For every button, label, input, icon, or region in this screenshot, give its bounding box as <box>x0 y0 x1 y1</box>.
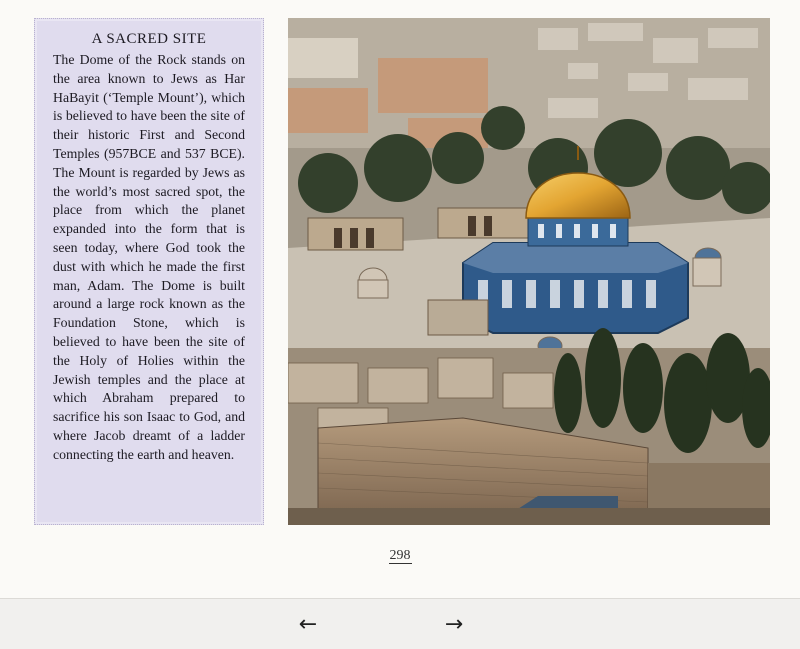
next-page-button[interactable] <box>436 609 472 639</box>
previous-page-button[interactable] <box>290 609 326 639</box>
sacred-site-sidebar <box>34 18 264 525</box>
previous-page-bleed <box>0 0 800 8</box>
sidebar-title: A SACRED SITE <box>91 31 207 47</box>
dome-of-the-rock-illustration <box>288 18 770 525</box>
page-number <box>0 548 800 564</box>
page-number-label: 298 <box>389 548 411 563</box>
arrow-right-icon: → <box>444 611 464 637</box>
sidebar-body-text: The Dome of the Rock stands on the area known to Jews as Har HaBayit (‘Temple Mount’), which is believed to have been the site of their historic First and Second Temples (957BCE and 537 BCE). The Mount is regarded by Jews as the world’s most sacred spot, the place from which the planet expanded into the form that is seen today, where God took the dust with which he made the first man, Adam. The Dome is built around a large rock known as the Foundation Stone, which is believed to have been the site of the Holy of Holies within the Jewish temples and the place at which Abraham prepared to sacrifice his son Isaac to God, and where Jacob dreamt of a ladder connecting the earth and heaven. <box>53 52 245 462</box>
dome-of-the-rock-photo <box>288 18 770 525</box>
arrow-left-icon: ← <box>298 611 318 637</box>
reader-navigation-bar <box>0 598 800 649</box>
